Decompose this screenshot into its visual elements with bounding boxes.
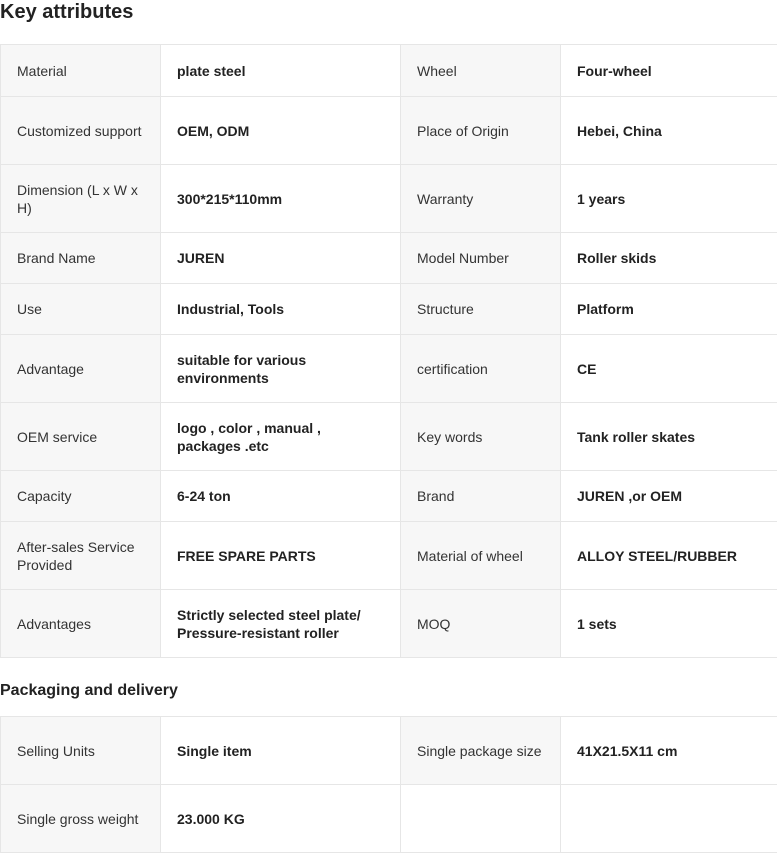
attr-key: After-sales Service Provided bbox=[1, 522, 161, 590]
attr-key: Single gross weight bbox=[1, 785, 161, 853]
empty-cell bbox=[561, 785, 777, 853]
attr-key: Advantages bbox=[1, 590, 161, 658]
attr-key: OEM service bbox=[1, 403, 161, 471]
attr-value: 300*215*110mm bbox=[161, 165, 401, 233]
attr-value: Single item bbox=[161, 717, 401, 785]
attr-key: Warranty bbox=[401, 165, 561, 233]
table-row bbox=[1, 717, 777, 785]
attr-key: Material of wheel bbox=[401, 522, 561, 590]
attr-value: 23.000 KG bbox=[161, 785, 401, 853]
attr-value: logo , color , manual , packages .etc bbox=[161, 403, 401, 471]
attr-value: Hebei, China bbox=[561, 97, 777, 165]
attr-value: 6-24 ton bbox=[161, 471, 401, 522]
attr-key: Place of Origin bbox=[401, 97, 561, 165]
packaging-table bbox=[0, 716, 777, 853]
attr-key: Structure bbox=[401, 284, 561, 335]
attr-value: plate steel bbox=[161, 45, 401, 97]
table-row bbox=[1, 590, 777, 658]
table-row bbox=[1, 45, 777, 97]
key-attributes-table bbox=[0, 44, 777, 658]
attr-value: Strictly selected steel plate/ Pressure-resistant roller bbox=[161, 590, 401, 658]
attr-value: Tank roller skates bbox=[561, 403, 777, 471]
attr-value: Four-wheel bbox=[561, 45, 777, 97]
attr-key: Model Number bbox=[401, 233, 561, 284]
table-row bbox=[1, 233, 777, 284]
attr-value: Roller skids bbox=[561, 233, 777, 284]
attr-value: Industrial, Tools bbox=[161, 284, 401, 335]
attr-key: Selling Units bbox=[1, 717, 161, 785]
table-row bbox=[1, 97, 777, 165]
attr-value: OEM, ODM bbox=[161, 97, 401, 165]
attr-value: Platform bbox=[561, 284, 777, 335]
attr-value: JUREN ,or OEM bbox=[561, 471, 777, 522]
empty-cell bbox=[401, 785, 561, 853]
table-row bbox=[1, 522, 777, 590]
table-row bbox=[1, 785, 777, 853]
table-row bbox=[1, 165, 777, 233]
table-row bbox=[1, 335, 777, 403]
attr-key: Advantage bbox=[1, 335, 161, 403]
table-row bbox=[1, 284, 777, 335]
attr-key: Brand bbox=[401, 471, 561, 522]
attr-key: Key words bbox=[401, 403, 561, 471]
attr-value: suitable for various environments bbox=[161, 335, 401, 403]
packaging-title: Packaging and delivery bbox=[0, 681, 777, 701]
attr-key: Brand Name bbox=[1, 233, 161, 284]
attr-key: Customized support bbox=[1, 97, 161, 165]
key-attributes-title: Key attributes bbox=[0, 0, 777, 24]
attr-key: MOQ bbox=[401, 590, 561, 658]
attr-key: Dimension (L x W x H) bbox=[1, 165, 161, 233]
attr-key: Single package size bbox=[401, 717, 561, 785]
attr-key: Capacity bbox=[1, 471, 161, 522]
table-row bbox=[1, 471, 777, 522]
attr-value: ALLOY STEEL/RUBBER bbox=[561, 522, 777, 590]
attr-key: certification bbox=[401, 335, 561, 403]
attr-value: CE bbox=[561, 335, 777, 403]
table-row bbox=[1, 403, 777, 471]
attr-value: 1 years bbox=[561, 165, 777, 233]
attr-value: JUREN bbox=[161, 233, 401, 284]
attr-value: 41X21.5X11 cm bbox=[561, 717, 777, 785]
attr-key: Material bbox=[1, 45, 161, 97]
attr-key: Use bbox=[1, 284, 161, 335]
attr-key: Wheel bbox=[401, 45, 561, 97]
attr-value: 1 sets bbox=[561, 590, 777, 658]
attr-value: FREE SPARE PARTS bbox=[161, 522, 401, 590]
